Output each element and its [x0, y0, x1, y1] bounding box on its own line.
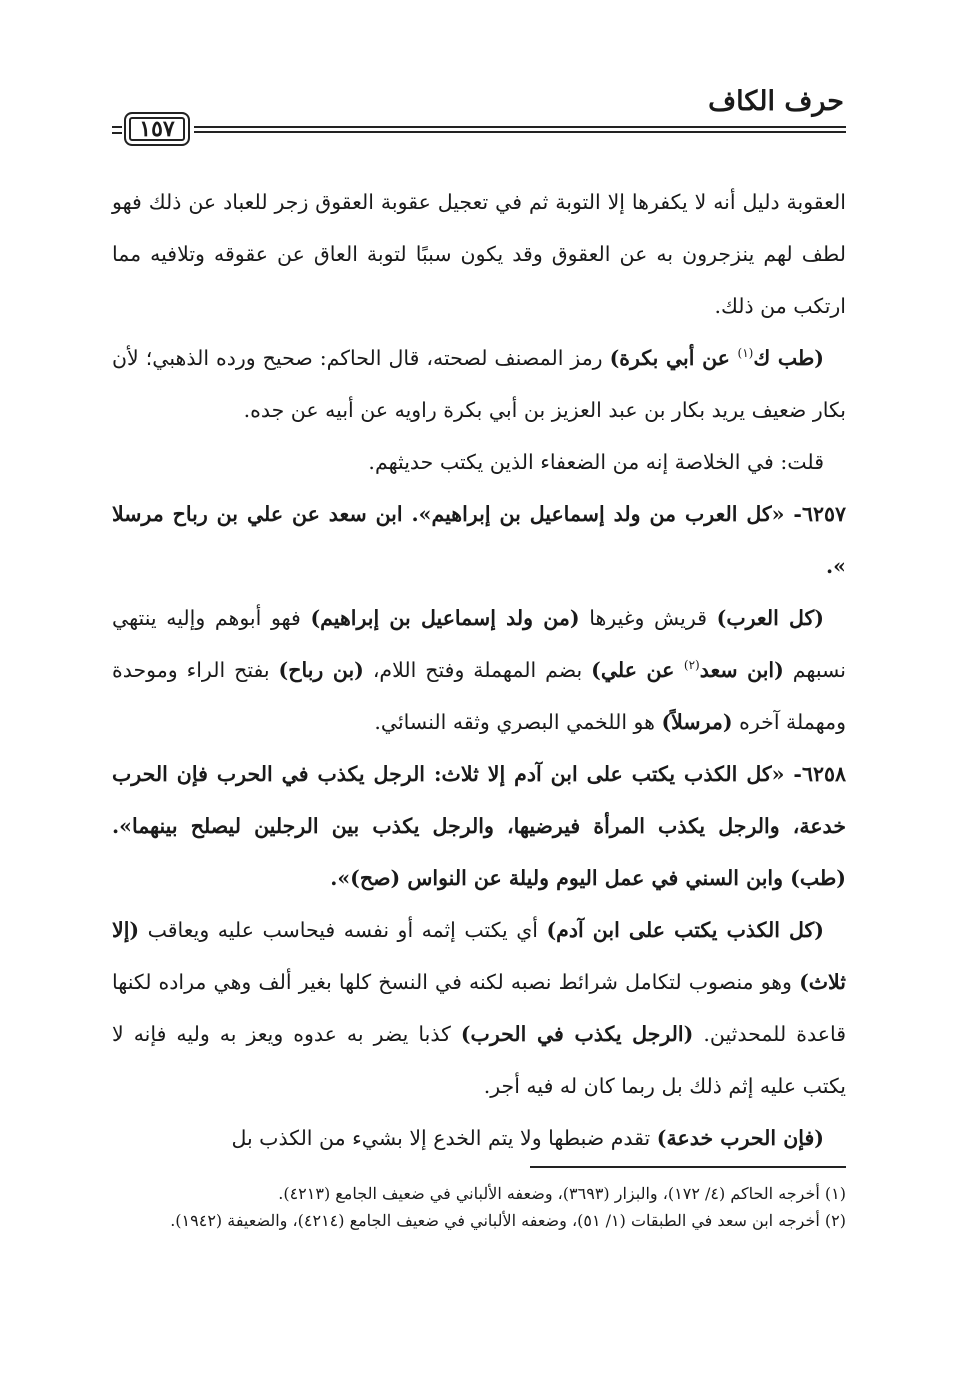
paragraph — [112, 592, 846, 748]
bold-text: (كل العرب) — [716, 606, 824, 630]
text-run: أي يكتب إثمه أو نفسه فيحاسب عليه ويعاقب — [139, 918, 547, 942]
text-run: فهو أبوهم وإليه ينتهي نسبهم — [112, 606, 847, 682]
bold-text: (ابن سعد — [699, 658, 784, 682]
bold-text: (بن رباح) — [278, 658, 364, 682]
text-run: بضم المهملة وفتح اللام، — [363, 658, 592, 682]
bold-text: ٦٢٥٧- «كل العرب من ولد إسماعيل بن إبراهيم». ابن سعد عن علي بن رباح مرسلا ». — [112, 502, 846, 578]
bold-text: (فإن الحرب خدعة) — [656, 1126, 824, 1150]
bold-text: (كل الكذب يكتب على ابن آدم) — [546, 918, 824, 942]
header-rule-line — [194, 126, 846, 128]
footnote-separator — [530, 1166, 846, 1168]
bold-text: عن علي) — [591, 658, 684, 682]
bold-text: (طب ك — [753, 346, 824, 370]
hadith-text — [112, 488, 846, 592]
footnote: (١) أخرجه الحاكم (٤/ ١٧٢)، والبزار (٣٦٩٣)، وضعفه الألباني في ضعيف الجامع (٤٢١٣). — [278, 1184, 846, 1203]
text-run: قلت: في الخلاصة إنه من الضعفاء الذين يكتب حديثهم. — [368, 450, 824, 474]
paragraph — [112, 332, 846, 436]
bold-text: (مرسلاً) — [661, 710, 733, 734]
text-run: وهو منصوب لتكامل شرائط نصبه لكنه في النسخ كلها بغير ألف وهي مراده لكنها قاعدة للمحدثين. — [112, 970, 846, 1046]
paragraph — [112, 1112, 846, 1164]
bold-text: عن أبي بكرة) — [609, 346, 738, 370]
bold-text: (إلا ثلاث) — [112, 918, 846, 994]
paragraph — [112, 904, 846, 1112]
footnote: (٢) أخرجه ابن سعد في الطبقات (١/ ٥١)، وضعفه الألباني في ضعيف الجامع (٤٢١٤)، والضعيفة (١٩٤٢). — [170, 1211, 846, 1230]
text-run: بفتح الراء وموحدة ومهملة آخره — [112, 658, 846, 734]
text-run: العقوبة دليل أنه لا يكفرها إلا التوبة ثم في تعجيل عقوبة العقوق زجر للعباد عن ذلك فهو لطف لهم ينزجرون به عن العقوق وقد يكون سببًا لتوبة العاق عن عقوقه وتلافيه مما ارتكب من ذلك. — [112, 190, 846, 318]
page-number: ١٥٧ — [124, 112, 190, 146]
header-rule — [112, 112, 846, 150]
header-rule-line — [194, 131, 846, 133]
text-run: تقدم ضبطها ولا يتم الخدع إلا بشيء من الكذب بل — [231, 1126, 657, 1150]
footnote-marker: (١) — [737, 346, 754, 361]
hadith-text — [112, 748, 846, 904]
paragraph — [112, 436, 846, 488]
footnote-marker: (٢) — [683, 658, 700, 673]
paragraph — [112, 176, 846, 332]
bold-text: (من ولد إسماعيل بن إبراهيم) — [310, 606, 580, 630]
text-run: رمز المصنف لصحته، قال الحاكم: صحيح ورده الذهبي؛ لأن بكار ضعيف يريد بكار بن عبد العزيز بن أبي بكرة راويه عن أبيه عن جده. — [112, 346, 846, 422]
bold-text: ٦٢٥٨- «كل الكذب يكتب على ابن آدم إلا ثلاث: الرجل يكذب في الحرب فإن الحرب خدعة، والرجل يكذب المرأة فيرضيها، والرجل يكذب بين الرجلين ليصلح بينهما». (طب) وابن السني في عمل اليوم وليلة عن النواس (صح)». — [112, 762, 846, 890]
text-run: هو اللخمي البصري وثقه النسائي. — [374, 710, 662, 734]
bold-text: (الرجل يكذب في الحرب) — [460, 1022, 694, 1046]
text-run: كذبا يضر به عدوه ويعز به وليه فإنه لا يكتب عليه إثم ذلك بل ربما كان له فيه أجر. — [112, 1022, 846, 1098]
footnotes — [112, 1180, 846, 1234]
main-text — [112, 176, 846, 1164]
chapter-title: حرف الكاف — [708, 86, 844, 117]
text-run: قريش وغيرها — [579, 606, 717, 630]
